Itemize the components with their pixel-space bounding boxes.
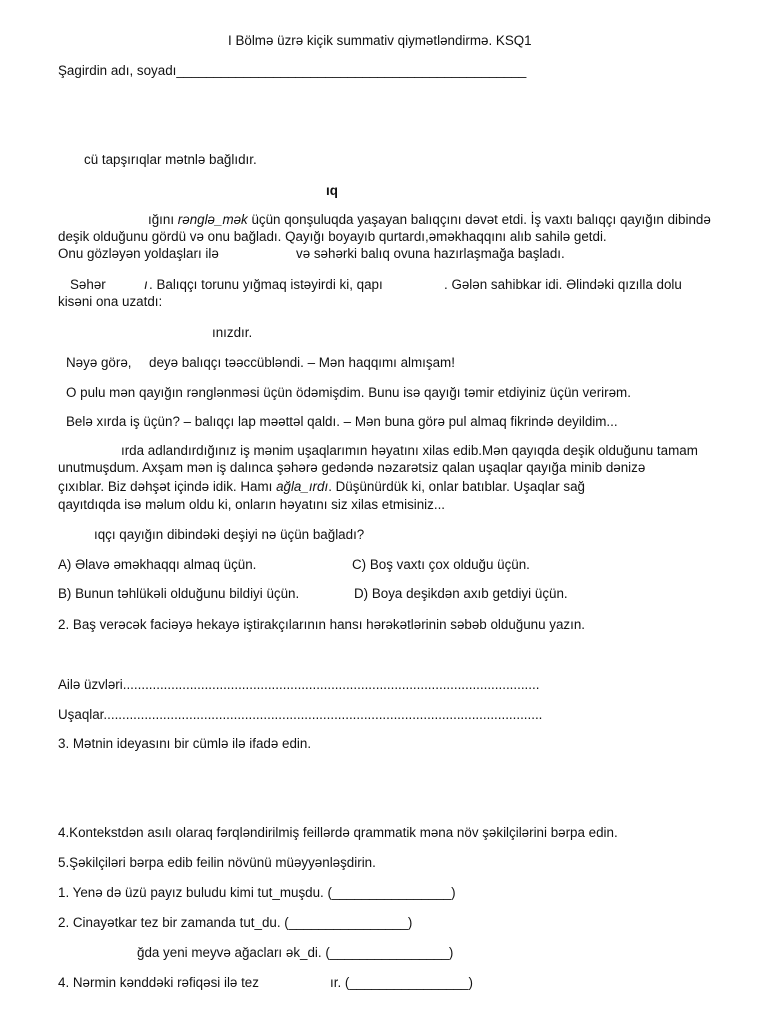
item-3[interactable]: ğda yeni meyvə ağacları ək_di. (________________): [137, 945, 454, 960]
children-answer-line[interactable]: Uşaqlar......................................................................................................................: [58, 707, 543, 722]
intro-text: cü tapşırıqlar mətnlə bağlıdır.: [84, 152, 257, 167]
item-4-a[interactable]: 4. Nərmin kənddəki rəfiqəsi ilə tez: [58, 975, 259, 990]
story-p1-line3-a: Onu gözləyən yoldaşları ilə: [58, 246, 219, 261]
story-p1-start: ığını: [148, 212, 178, 227]
question-3: 3. Mətnin ideyasını bir cümlə ilə ifadə edin.: [58, 736, 312, 751]
option-d[interactable]: D) Boya deşikdən axıb getdiyi üçün.: [354, 586, 568, 601]
story-p6: Belə xırda iş üçün? – balıqçı lap məəttəl qaldı. – Mən buna görə pul almaq fikrində deyildim...: [66, 414, 618, 429]
story-title: ıq: [326, 183, 338, 198]
story-p2-a: Səhər: [70, 277, 106, 292]
story-p1-italic: rənglə_mək: [177, 212, 248, 227]
item-4-b[interactable]: ır. (________________): [330, 975, 473, 990]
question-5: 5.Şəkilçiləri bərpa edib feilin növünü müəyyənləşdirin.: [58, 855, 376, 870]
story-p2-italic: ı: [144, 277, 148, 292]
story-p2-b: . Balıqçı torunu yığmaq istəyirdi ki, qapı: [149, 277, 383, 292]
question-4: 4.Kontekstdən asılı olaraq fərqləndirilmiş feillərdə qrammatik məna növ şəkilçilərini bərpa edin.: [58, 825, 618, 840]
story-p7-line3: [58, 479, 585, 495]
option-a[interactable]: A) Əlavə əməkhaqqı almaq üçün.: [58, 557, 257, 572]
story-p2-d: kisəni ona uzatdı:: [58, 294, 163, 309]
story-p7-line2: unutmuşdum. Axşam mən iş dalınca şəhərə gedəndə nəzarətsiz qalan uşaqlar qayığa minib dənizə: [58, 460, 646, 475]
story-p4-a: Nəyə görə,: [66, 355, 132, 370]
item-1[interactable]: 1. Yenə də üzü payız buludu kimi tut_muşdu. (________________): [58, 885, 456, 900]
story-p7-italic: ağla_ırdı: [276, 479, 329, 494]
option-c[interactable]: C) Boş vaxtı çox olduğu üçün.: [352, 557, 530, 572]
question-1: ıqçı qayığın dibindəki deşiyi nə üçün bağladı?: [94, 527, 365, 542]
story-p7-line3-b: . Düşünürdük ki, onlar batıblar. Uşaqlar sağ: [328, 479, 585, 494]
question-2: 2. Baş verəcək faciəyə hekayə iştirakçılarının hansı hərəkətlərinin səbəb olduğunu yazın.: [58, 617, 586, 632]
story-p5: O pulu mən qayığın rənglənməsi üçün ödəmişdim. Bunu isə qayığı təmir etdiyiniz üçün verirəm.: [66, 385, 631, 400]
story-paragraph-1: [58, 211, 726, 245]
student-name-field[interactable]: Şagirdin adı, soyadı_______________________________________________: [58, 63, 527, 78]
story-p1-rest: üçün qonşuluqda yaşayan balıqçını dəvət etdi. İş vaxtı balıqçı qayığın dibində deşik olduğunu gördü və onu bağladı. Qayığı boyayıb qurtardı,əməkhaqqını alıb sahilə getdi.: [58, 212, 711, 244]
family-answer-line[interactable]: Ailə üzvləri................................................................................................................: [58, 677, 540, 692]
story-p7-line1: ırda adlandırdığınız iş mənim uşaqlarımın həyatını xilas edib.Mən qayıqda deşik olduğunu tamam: [121, 443, 698, 458]
story-p2-c: . Gələn sahibkar idi. Əlindəki qızılla dolu: [444, 277, 682, 292]
item-2[interactable]: 2. Cinayətkar tez bir zamanda tut_du. (________________): [58, 915, 413, 930]
worksheet-title: I Bölmə üzrə kiçik summativ qiymətləndirmə. KSQ1: [228, 33, 532, 48]
story-p7-line4: qayıtdıqda isə məlum oldu ki, onların həyatını siz xilas etmisiniz...: [58, 497, 446, 512]
story-p7-line3-a: çıxıblar. Biz dəhşət içində idik. Hamı: [58, 479, 277, 494]
story-p4-b: deyə balıqçı təəccübləndi. – Mən haqqımı almışam!: [149, 355, 455, 370]
story-p3: ınızdır.: [212, 325, 253, 340]
story-p1-line3-b: və səhərki balıq ovuna hazırlaşmağa başladı.: [296, 246, 565, 261]
option-b[interactable]: B) Bunun təhlükəli olduğunu bildiyi üçün.: [58, 586, 300, 601]
